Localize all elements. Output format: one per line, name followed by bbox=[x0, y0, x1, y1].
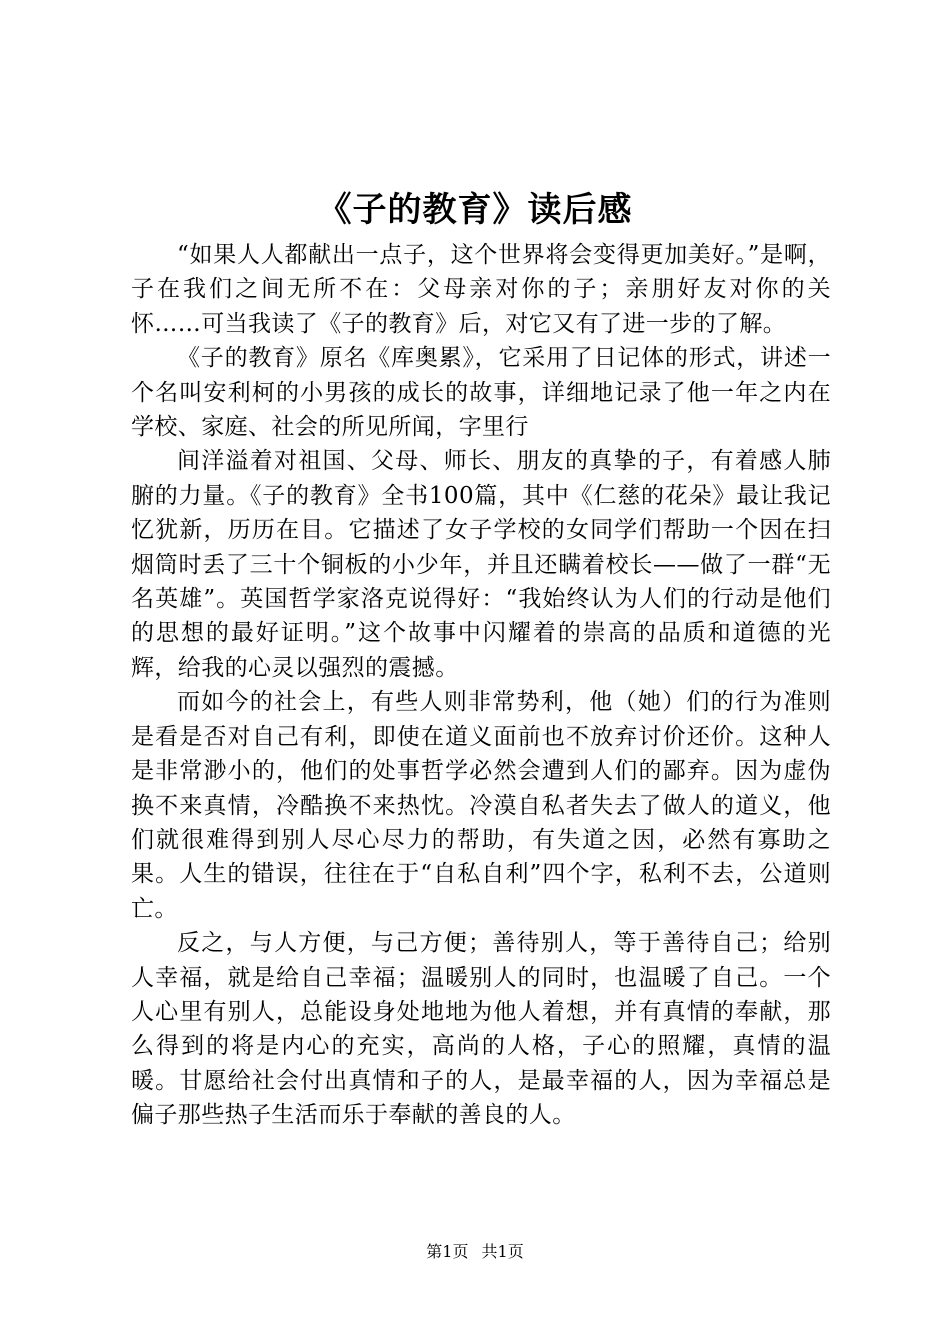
page-total: 共1页 bbox=[481, 1242, 524, 1261]
paragraph-1: “如果人人都献出一点子，这个世界将会变得更加美好。”是啊，子在我们之间无所不在：父母亲对你的子；亲朋好友对你的关怀……可当我读了《子的教育》后，对它又有了进一步的了解。 bbox=[131, 242, 831, 337]
document-body bbox=[131, 238, 831, 1133]
paragraph-5: 反之，与人方便，与己方便；善待别人，等于善待自己；给别人幸福，就是给自己幸福；温暖别人的同时，也温暖了自己。一个人心里有别人，总能设身处地地为他人着想，并有真情的奉献，那么得到的将是内心的充实，高尚的人格，子心的照耀，真情的温暖。甘愿给社会付出真情和子的人，是最幸福的人，因为幸福总是偏子那些热子生活而乐于奉献的善良的人。 bbox=[131, 930, 831, 1129]
document-title: 《子的教育》读后感 bbox=[317, 190, 633, 230]
paragraph-4: 而如今的社会上，有些人则非常势利，他（她）们的行为准则是看是否对自己有利，即使在道义面前也不放弃讨价还价。这种人是非常渺小的，他们的处事哲学必然会遭到人们的鄙弃。因为虚伪换不来真情，冷酷换不来热忱。冷漠自私者失去了做人的道义，他们就很难得到别人尽心尽力的帮助，有失道之因，必然有寡助之果。人生的错误，往往在于“自私自利”四个字，私利不去，公道则亡。 bbox=[131, 689, 831, 922]
page-footer bbox=[0, 1240, 950, 1264]
page-number: 第1页 bbox=[426, 1242, 469, 1261]
paragraph-3: 间洋溢着对祖国、父母、师长、朋友的真挚的子，有着感人肺腑的力量。《子的教育》全书100篇，其中《仁慈的花朵》最让我记忆犹新，历历在目。它描述了女子学校的女同学们帮助一个因在扫烟筒时丢了三十个铜板的小少年，并且还瞒着校长——做了一群“无名英雄”。英国哲学家洛克说得好：“我始终认为人们的行动是他们的思想的最好证明。”这个故事中闪耀着的崇高的品质和道德的光辉，给我的心灵以强烈的震撼。 bbox=[131, 448, 831, 681]
paragraph-2: 《子的教育》原名《库奥累》，它采用了日记体的形式，讲述一个名叫安利柯的小男孩的成长的故事，详细地记录了他一年之内在学校、家庭、社会的所见所闻，字里行 bbox=[131, 345, 831, 441]
